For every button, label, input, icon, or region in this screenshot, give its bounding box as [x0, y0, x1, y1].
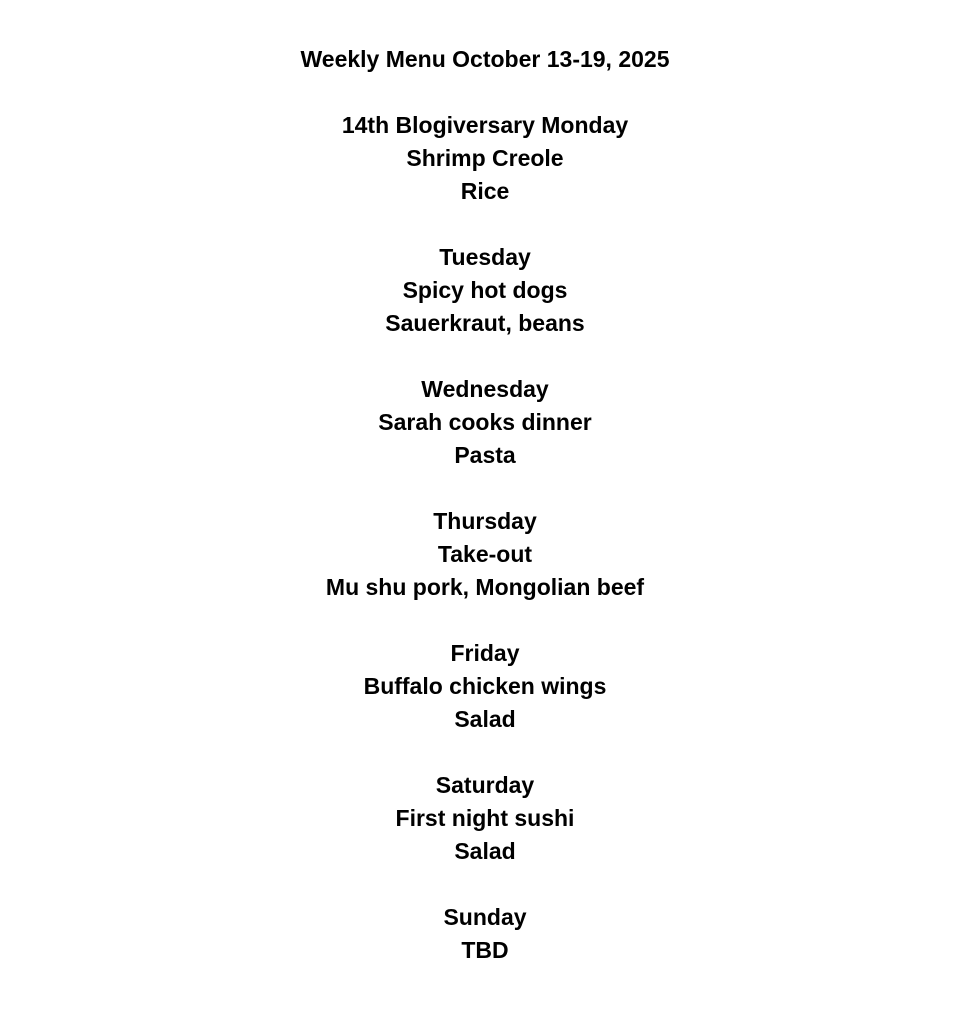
- day-block-monday: [0, 109, 970, 208]
- day-heading: Friday: [450, 640, 520, 666]
- day-block-sunday: [0, 901, 970, 967]
- menu-item: Rice: [460, 178, 510, 204]
- spacer: [0, 208, 970, 241]
- spacer: [0, 736, 970, 769]
- day-heading: Sunday: [443, 904, 527, 930]
- menu-item: Salad: [454, 838, 516, 864]
- day-heading: Tuesday: [439, 244, 531, 270]
- day-heading: Wednesday: [421, 376, 549, 402]
- menu-title: Weekly Menu October 13-19, 2025: [300, 46, 670, 72]
- menu-item: Shrimp Creole: [406, 145, 564, 171]
- menu-item: Sarah cooks dinner: [378, 409, 592, 435]
- menu-item: First night sushi: [395, 805, 575, 831]
- day-heading: 14th Blogiversary Monday: [341, 112, 629, 138]
- menu-item: TBD: [461, 937, 509, 963]
- day-block-friday: [0, 637, 970, 736]
- spacer: [0, 472, 970, 505]
- spacer: [0, 868, 970, 901]
- menu-item: Pasta: [454, 442, 516, 468]
- day-block-saturday: [0, 769, 970, 868]
- menu-item: Salad: [454, 706, 516, 732]
- day-block-tuesday: [0, 241, 970, 340]
- spacer: [0, 340, 970, 373]
- day-block-wednesday: [0, 373, 970, 472]
- menu-item: Mu shu pork, Mongolian beef: [325, 574, 645, 600]
- weekly-menu-document: [0, 43, 970, 967]
- menu-item: Sauerkraut, beans: [385, 310, 585, 336]
- day-block-thursday: [0, 505, 970, 604]
- menu-item: Take-out: [437, 541, 533, 567]
- spacer: [0, 76, 970, 109]
- day-heading: Thursday: [433, 508, 537, 534]
- spacer: [0, 604, 970, 637]
- menu-item: Spicy hot dogs: [402, 277, 568, 303]
- menu-item: Buffalo chicken wings: [363, 673, 607, 699]
- day-heading: Saturday: [435, 772, 535, 798]
